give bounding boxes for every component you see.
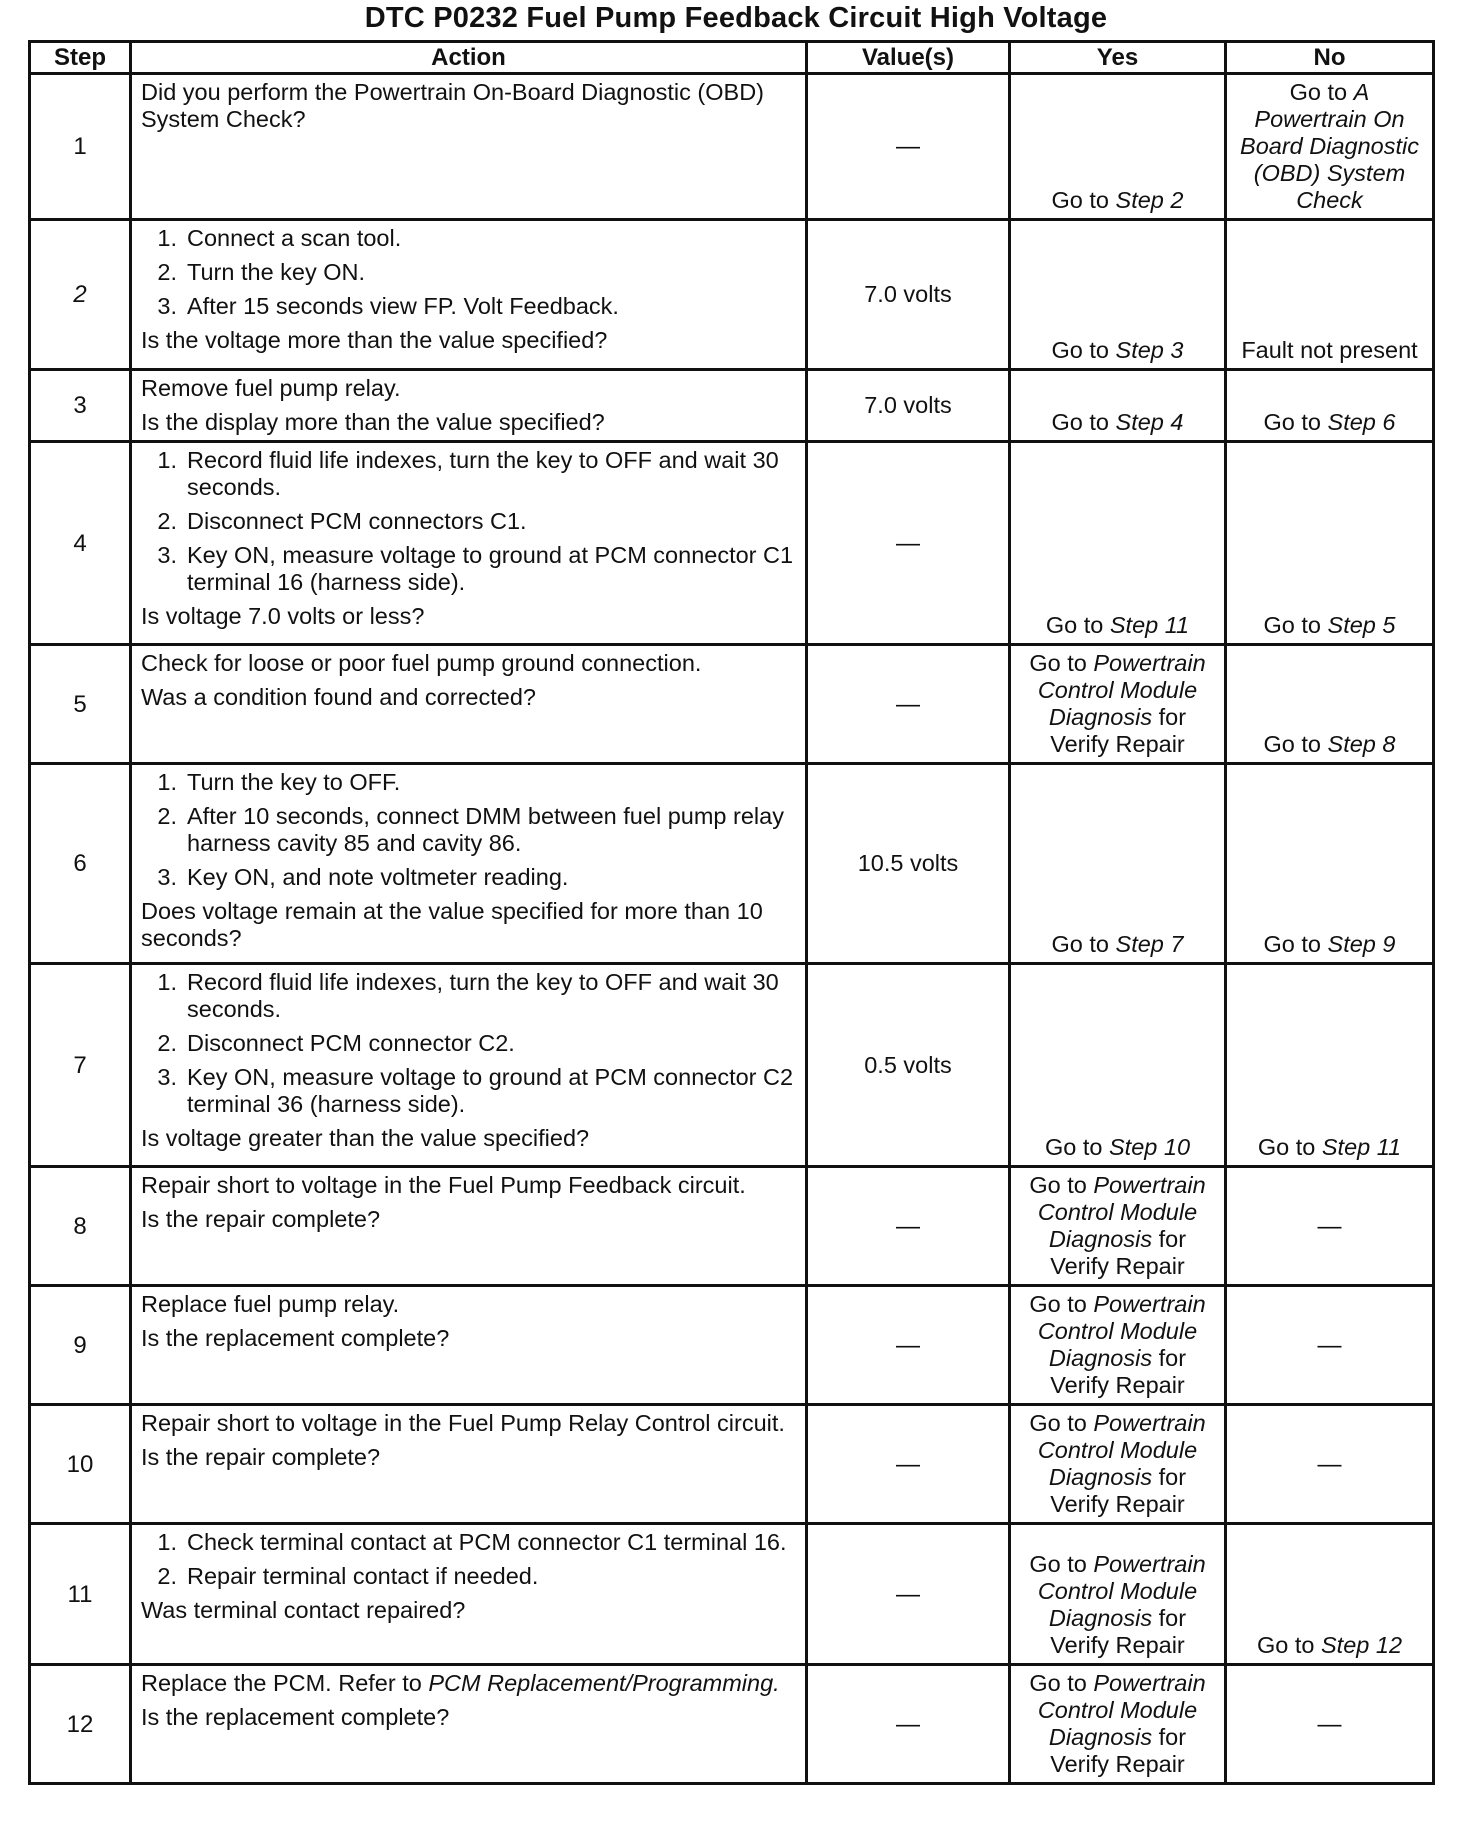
yes-suffix: for Verify Repair	[1050, 1605, 1187, 1658]
yes-suffix: for Verify Repair	[1050, 1226, 1187, 1279]
action-cell	[131, 442, 807, 645]
action-cell	[131, 764, 807, 964]
action-question: Is the display more than the value specified?	[141, 409, 605, 435]
no-cell: —	[1226, 1286, 1434, 1405]
no-link: Step 9	[1327, 931, 1396, 957]
no-prefix: Go to	[1263, 931, 1328, 957]
action-text: Replace fuel pump relay.	[141, 1291, 400, 1317]
action-cell	[131, 370, 807, 442]
no-prefix: Go to	[1256, 1632, 1321, 1658]
table-row	[30, 1286, 1434, 1405]
table-row	[30, 1524, 1434, 1665]
yes-prefix: Go to	[1029, 1172, 1094, 1198]
value-cell: —	[807, 645, 1010, 764]
header-no: No	[1226, 42, 1434, 74]
yes-suffix: for Verify Repair	[1050, 704, 1187, 757]
yes-link: Step 4	[1115, 409, 1184, 435]
table-row	[30, 1665, 1434, 1784]
action-cell	[131, 1286, 807, 1405]
no-prefix: Go to	[1289, 79, 1354, 105]
step-number: 4	[30, 442, 131, 645]
yes-prefix: Go to	[1051, 187, 1116, 213]
step-number: 3	[30, 370, 131, 442]
value-cell: —	[807, 1286, 1010, 1405]
yes-cell	[1010, 964, 1226, 1167]
action-question: Is the replacement complete?	[141, 1704, 450, 1730]
substep: 1. Connect a scan tool.	[157, 225, 402, 251]
substep: 1. Check terminal contact at PCM connector C1 terminal 16.	[157, 1529, 787, 1555]
step-number: 7	[30, 964, 131, 1167]
yes-cell	[1010, 1286, 1226, 1405]
action-cell	[131, 220, 807, 370]
no-link: Step 12	[1321, 1632, 1403, 1658]
yes-cell	[1010, 1167, 1226, 1286]
yes-link: Step 11	[1109, 612, 1190, 638]
yes-link: Step 3	[1115, 337, 1184, 363]
header-yes: Yes	[1010, 42, 1226, 74]
table-row	[30, 645, 1434, 764]
substep: 2. Turn the key ON.	[157, 259, 366, 285]
step-number: 9	[30, 1286, 131, 1405]
yes-prefix: Go to	[1051, 931, 1116, 957]
action-text: Check for loose or poor fuel pump ground connection.	[141, 650, 702, 676]
yes-cell	[1010, 442, 1226, 645]
yes-suffix: for Verify Repair	[1050, 1345, 1187, 1398]
table-row	[30, 1405, 1434, 1524]
yes-link: Powertrain Control Module Diagnosis	[1037, 1670, 1206, 1750]
yes-link: Powertrain Control Module Diagnosis	[1037, 1291, 1206, 1371]
value-cell: 10.5 volts	[807, 764, 1010, 964]
action-question: Is the repair complete?	[141, 1444, 381, 1470]
substep: 3. After 15 seconds view FP. Volt Feedback.	[157, 293, 619, 319]
page-title: DTC P0232 Fuel Pump Feedback Circuit High Voltage	[364, 2, 1108, 34]
value-cell: 7.0 volts	[807, 370, 1010, 442]
yes-link: Step 7	[1115, 931, 1184, 957]
action-question: Is the voltage more than the value specified?	[141, 327, 608, 353]
no-prefix: Go to	[1263, 731, 1328, 757]
yes-cell	[1010, 74, 1226, 220]
value-cell: 0.5 volts	[807, 964, 1010, 1167]
value-cell: 7.0 volts	[807, 220, 1010, 370]
action-question: Was terminal contact repaired?	[141, 1597, 466, 1623]
step-number: 1	[30, 74, 131, 220]
step-number: 6	[30, 764, 131, 964]
substep: 1. Record fluid life indexes, turn the key to OFF and wait 30 seconds.	[157, 447, 779, 500]
yes-prefix: Go to	[1051, 409, 1116, 435]
step-number: 5	[30, 645, 131, 764]
step-number: 12	[30, 1665, 131, 1784]
no-link: A Powertrain On Board Diagnostic (OBD) System Check	[1240, 79, 1419, 213]
action-question: Is the repair complete?	[141, 1206, 381, 1232]
yes-cell	[1010, 645, 1226, 764]
yes-link: Powertrain Control Module Diagnosis	[1037, 1172, 1206, 1252]
table-row	[30, 764, 1434, 964]
yes-prefix: Go to	[1029, 650, 1094, 676]
action-text: Remove fuel pump relay.	[141, 375, 401, 401]
substep: 3. Key ON, measure voltage to ground at PCM connector C1 terminal 16 (harness side).	[157, 542, 794, 595]
yes-prefix: Go to	[1044, 1134, 1109, 1160]
table-header-row	[30, 42, 1434, 74]
no-prefix: Go to	[1257, 1134, 1322, 1160]
yes-cell	[1010, 370, 1226, 442]
action-cell	[131, 964, 807, 1167]
yes-cell	[1010, 764, 1226, 964]
yes-prefix: Go to	[1051, 337, 1116, 363]
no-cell	[1226, 645, 1434, 764]
action-cell	[131, 1405, 807, 1524]
no-cell: —	[1226, 1167, 1434, 1286]
yes-link: Powertrain Control Module Diagnosis	[1037, 1410, 1206, 1490]
no-link: Step 11	[1321, 1134, 1402, 1160]
action-question: Is the replacement complete?	[141, 1325, 450, 1351]
table-row	[30, 370, 1434, 442]
yes-link: Powertrain Control Module Diagnosis	[1037, 650, 1206, 730]
table-row	[30, 74, 1434, 220]
table-row	[30, 442, 1434, 645]
yes-cell	[1010, 1524, 1226, 1665]
action-question: Is voltage greater than the value specified?	[141, 1125, 590, 1151]
step-number: 10	[30, 1405, 131, 1524]
action-cell	[131, 74, 807, 220]
no-cell	[1226, 370, 1434, 442]
table-row	[30, 1167, 1434, 1286]
no-cell: Fault not present	[1226, 220, 1434, 370]
no-cell	[1226, 74, 1434, 220]
substep: 3. Key ON, measure voltage to ground at PCM connector C2 terminal 36 (harness side).	[157, 1064, 794, 1117]
no-cell: —	[1226, 1405, 1434, 1524]
no-link: Step 6	[1327, 409, 1396, 435]
value-cell: —	[807, 1665, 1010, 1784]
substep: 2. Repair terminal contact if needed.	[157, 1563, 539, 1589]
no-cell	[1226, 1524, 1434, 1665]
step-number: 8	[30, 1167, 131, 1286]
action-cell	[131, 1665, 807, 1784]
substep: 1. Turn the key to OFF.	[157, 769, 401, 795]
no-cell: —	[1226, 1665, 1434, 1784]
no-link: Step 8	[1327, 731, 1396, 757]
value-cell: —	[807, 1524, 1010, 1665]
table-row	[30, 220, 1434, 370]
action-cell	[131, 1167, 807, 1286]
table-row	[30, 964, 1434, 1167]
action-text: Did you perform the Powertrain On-Board Diagnostic (OBD) System Check?	[141, 79, 764, 132]
action-text: Repair short to voltage in the Fuel Pump Relay Control circuit.	[141, 1410, 785, 1436]
substep: 1. Record fluid life indexes, turn the key to OFF and wait 30 seconds.	[157, 969, 779, 1022]
value-cell: —	[807, 74, 1010, 220]
header-values: Value(s)	[807, 42, 1010, 74]
action-cell	[131, 645, 807, 764]
yes-link: Step 10	[1109, 1134, 1191, 1160]
no-cell	[1226, 442, 1434, 645]
yes-prefix: Go to	[1029, 1291, 1094, 1317]
no-link: Step 5	[1327, 612, 1396, 638]
yes-link: Powertrain Control Module Diagnosis	[1037, 1551, 1206, 1631]
yes-suffix: for Verify Repair	[1050, 1464, 1187, 1517]
action-cell	[131, 1524, 807, 1665]
substep: 3. Key ON, and note voltmeter reading.	[157, 864, 569, 890]
step-number: 11	[30, 1524, 131, 1665]
yes-cell	[1010, 1665, 1226, 1784]
header-action: Action	[131, 42, 807, 74]
no-prefix: Go to	[1263, 612, 1328, 638]
substep: 2. Disconnect PCM connectors C1.	[157, 508, 527, 534]
value-cell: —	[807, 1405, 1010, 1524]
value-cell: —	[807, 442, 1010, 645]
action-question: Does voltage remain at the value specified for more than 10 seconds?	[141, 898, 763, 951]
yes-cell	[1010, 220, 1226, 370]
substep: 2. After 10 seconds, connect DMM between fuel pump relay harness cavity 85 and cavity 86.	[157, 803, 784, 856]
yes-prefix: Go to	[1045, 612, 1110, 638]
yes-prefix: Go to	[1029, 1551, 1094, 1577]
yes-cell	[1010, 1405, 1226, 1524]
no-prefix: Go to	[1263, 409, 1328, 435]
header-step: Step	[30, 42, 131, 74]
action-question: Was a condition found and corrected?	[141, 684, 536, 710]
step-number: 2	[30, 220, 131, 370]
no-cell	[1226, 964, 1434, 1167]
no-cell	[1226, 764, 1434, 964]
value-cell: —	[807, 1167, 1010, 1286]
yes-prefix: Go to	[1029, 1410, 1094, 1436]
action-reference: PCM Replacement/Programming.	[428, 1670, 780, 1696]
yes-link: Step 2	[1115, 187, 1184, 213]
yes-prefix: Go to	[1029, 1670, 1094, 1696]
yes-suffix: for Verify Repair	[1050, 1724, 1187, 1777]
action-text: Replace the PCM. Refer to PCM Replacement/Programming.	[141, 1670, 780, 1696]
action-text: Repair short to voltage in the Fuel Pump Feedback circuit.	[141, 1172, 746, 1198]
substep: 2. Disconnect PCM connector C2.	[157, 1030, 515, 1056]
diagnostic-table	[28, 40, 1435, 1785]
action-question: Is voltage 7.0 volts or less?	[141, 603, 425, 629]
